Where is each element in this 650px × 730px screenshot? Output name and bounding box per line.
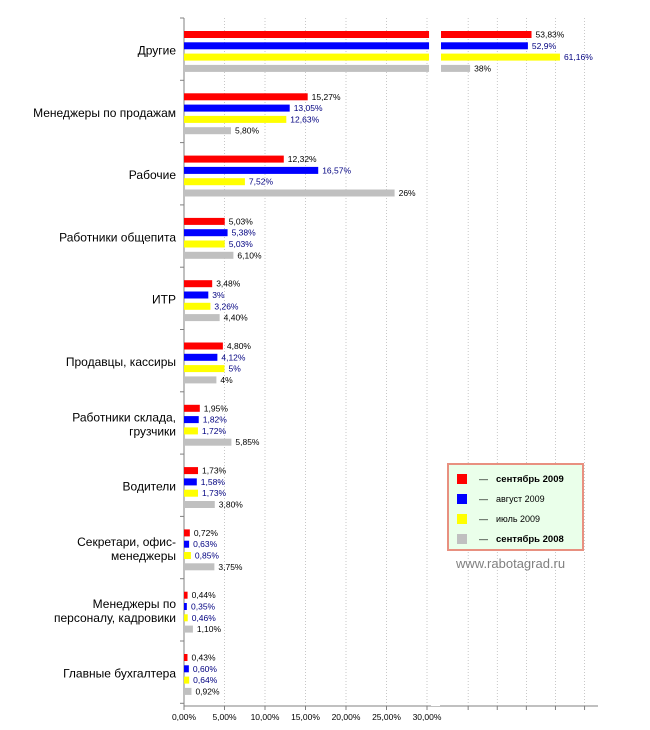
data-label: 5,38% <box>231 227 256 238</box>
bar <box>184 241 225 248</box>
data-label: 1,72% <box>201 425 227 436</box>
bar <box>441 42 528 49</box>
bar <box>184 688 191 695</box>
x-tick-label: 0,00% <box>171 712 197 722</box>
category-label-line: менеджеры <box>111 548 176 563</box>
legend-label: сентябрь 2009 <box>496 473 564 485</box>
data-label: 0,85% <box>194 550 219 561</box>
axis-break-gap <box>431 19 440 706</box>
bar <box>184 416 199 423</box>
data-label: 3,48% <box>216 278 241 289</box>
category-label <box>54 597 176 625</box>
category-label <box>129 168 177 182</box>
x-tick-label: 20,00% <box>331 712 361 722</box>
data-label: 61,16% <box>563 52 593 63</box>
data-label: 0,43% <box>191 652 216 663</box>
category-label-line: Продавцы, кассиры <box>65 354 176 369</box>
bar <box>184 501 215 508</box>
bar <box>184 592 188 599</box>
data-label: 0,64% <box>193 675 218 686</box>
data-label: 5,85% <box>235 437 260 448</box>
legend-label: июль 2009 <box>496 514 541 524</box>
bar <box>184 354 217 361</box>
x-tick-label: 5,00% <box>212 712 237 722</box>
data-label: 5,03% <box>228 239 253 249</box>
x-tick-label: 25,00% <box>372 712 401 722</box>
data-label: 13,05% <box>293 103 323 114</box>
bar <box>184 303 210 310</box>
watermark: www.rabotagrad.ru <box>456 556 566 571</box>
bar <box>184 552 191 559</box>
data-label: 12,63% <box>290 114 320 125</box>
legend-dash: — <box>479 534 488 544</box>
bar <box>184 614 188 621</box>
legend-swatch-yellow <box>457 514 467 524</box>
legend-item-jul-2009 <box>457 512 540 526</box>
category-label <box>77 535 176 563</box>
bar <box>184 31 429 38</box>
category-label-line: Секретари, офис- <box>77 534 176 549</box>
data-label: 53,83% <box>535 29 565 40</box>
category-label <box>123 480 176 494</box>
bar <box>184 439 231 446</box>
data-label: 1,10% <box>196 624 222 635</box>
category-label <box>66 355 176 369</box>
data-label: 3,26% <box>214 301 239 312</box>
category-label-line: Менеджеры по продажам <box>33 105 176 120</box>
category-label-line: грузчики <box>129 424 176 439</box>
bar <box>184 654 187 661</box>
legend-dash: — <box>479 514 488 524</box>
bar <box>441 31 532 38</box>
data-label: 3,80% <box>218 499 243 510</box>
x-tick-label: 15,00% <box>291 712 320 722</box>
bar <box>184 603 187 610</box>
category-label <box>72 410 176 438</box>
category-label <box>63 666 176 680</box>
bar <box>184 541 189 548</box>
bar <box>184 365 225 372</box>
data-label: 4% <box>220 374 233 385</box>
data-label: 6,10% <box>237 250 262 261</box>
data-label: 0,92% <box>195 686 220 697</box>
bar <box>184 105 290 112</box>
data-label: 15,27% <box>311 91 341 102</box>
bar <box>184 665 189 672</box>
bar <box>184 116 286 123</box>
x-tick-label: 30,00% <box>412 712 442 722</box>
data-label: 0,35% <box>191 601 216 612</box>
data-label: 1,58% <box>200 476 225 487</box>
bar <box>184 405 200 412</box>
legend-swatch-blue <box>457 494 467 504</box>
data-label: 4,12% <box>221 352 246 363</box>
data-label: 7,52% <box>248 176 274 187</box>
data-label: 52,9% <box>531 40 557 51</box>
data-label: 1,82% <box>202 414 227 425</box>
category-label <box>152 293 176 307</box>
category-label <box>138 43 177 57</box>
category-label-line: Водители <box>122 479 176 494</box>
bar <box>184 677 189 684</box>
data-label: 1,95% <box>203 403 228 414</box>
x-tick-label: 10,00% <box>250 712 280 722</box>
bar <box>184 292 208 299</box>
legend-dash: — <box>479 474 488 484</box>
bar <box>184 252 233 259</box>
category-label-line: Работники общепита <box>59 230 176 245</box>
bar <box>184 42 429 49</box>
bar <box>184 190 395 197</box>
bar <box>184 314 220 321</box>
bar <box>184 626 193 633</box>
legend-label: сентябрь 2008 <box>496 533 564 545</box>
category-label <box>59 230 176 244</box>
bar <box>184 156 284 163</box>
bar <box>184 343 223 350</box>
data-label: 4,40% <box>223 312 248 323</box>
data-label: 0,44% <box>191 590 216 601</box>
legend-item-sep-2008 <box>457 532 564 546</box>
data-label: 12,32% <box>287 154 317 165</box>
data-label: 1,73% <box>202 488 227 499</box>
legend-swatch-gray <box>457 534 467 544</box>
bar <box>441 65 470 72</box>
bar <box>184 467 198 474</box>
category-label-line: Другие <box>137 43 176 58</box>
bar <box>184 54 429 61</box>
category-label-line: Менеджеры по <box>92 597 176 612</box>
bar <box>184 178 245 185</box>
data-label: 3% <box>212 290 225 300</box>
bar <box>441 54 560 61</box>
category-label-line: персоналу, кадровики <box>54 611 176 626</box>
bar <box>184 93 308 100</box>
data-label: 5% <box>228 363 241 374</box>
chart-legend <box>447 463 584 551</box>
category-label <box>33 106 176 120</box>
data-label: 4,80% <box>226 341 251 351</box>
bar <box>184 229 228 236</box>
data-label: 5,03% <box>228 216 253 227</box>
data-label: 5,80% <box>234 125 260 136</box>
category-label-line: ИТР <box>152 292 176 307</box>
category-label-line: Работники склада, <box>72 410 176 425</box>
data-label: 0,46% <box>191 612 216 623</box>
legend-dash: — <box>479 494 488 504</box>
bar <box>184 127 231 134</box>
bar <box>184 376 216 383</box>
legend-item-aug-2009 <box>457 492 545 506</box>
data-label: 26% <box>398 188 416 198</box>
bar <box>184 490 198 497</box>
data-label: 3,75% <box>218 561 243 572</box>
bar <box>184 563 214 570</box>
bar <box>184 167 318 174</box>
bar <box>184 427 198 434</box>
data-label: 0,63% <box>193 539 218 550</box>
data-label: 16,57% <box>322 165 352 176</box>
bar <box>184 280 212 287</box>
data-label: 0,72% <box>193 527 218 538</box>
bar <box>184 65 429 72</box>
bar <box>184 218 225 225</box>
legend-swatch-red <box>457 474 467 484</box>
data-label: 38% <box>474 63 492 74</box>
data-label: 0,60% <box>192 663 217 674</box>
bar <box>184 478 197 485</box>
bar <box>184 529 190 536</box>
category-label-line: Рабочие <box>128 168 176 183</box>
category-label-line: Главные бухгалтера <box>63 666 176 681</box>
legend-label: август 2009 <box>496 494 545 504</box>
legend-item-sep-2009 <box>457 472 564 486</box>
data-label: 1,73% <box>202 465 227 476</box>
